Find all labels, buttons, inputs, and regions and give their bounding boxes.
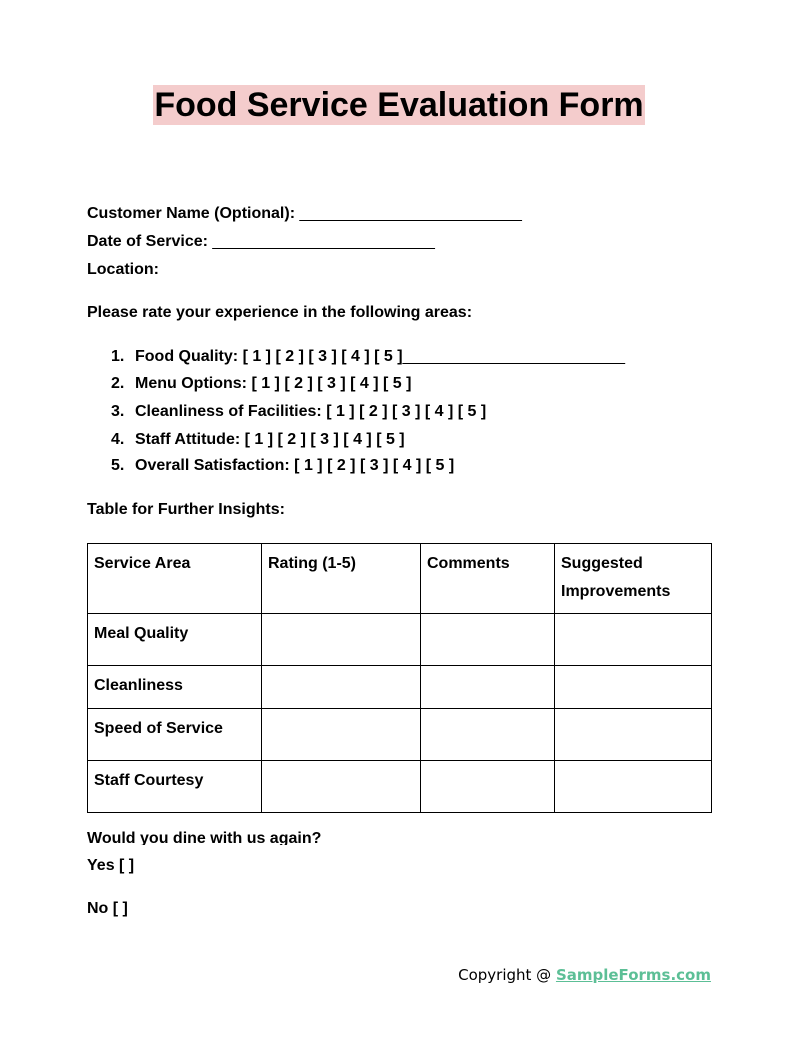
insights-table xyxy=(87,543,712,813)
rating-prompt: Please rate your experience in the following areas: xyxy=(87,304,473,321)
dine-again-yes[interactable]: Yes [ ] xyxy=(87,857,135,874)
cell-input[interactable] xyxy=(421,709,555,761)
location-label: Location: xyxy=(87,261,159,278)
header-cell: Suggested Improvements xyxy=(555,544,712,614)
table-heading: Table for Further Insights: xyxy=(87,501,285,518)
row-label: Speed of Service xyxy=(88,709,262,761)
cell-input[interactable] xyxy=(555,666,712,709)
rating-scale[interactable]: [ 1 ] [ 2 ] [ 3 ] [ 4 ] [ 5 ] xyxy=(326,403,487,420)
title-wrapper xyxy=(0,85,798,125)
rating-scale[interactable]: [ 1 ] [ 2 ] [ 3 ] [ 4 ] [ 5 ] xyxy=(244,431,405,448)
row-label: Cleanliness xyxy=(88,666,262,709)
rating-item-food-quality: 1. Food Quality: [ 1 ] [ 2 ] [ 3 ] [ 4 ] [ 5 ]_________________________ xyxy=(111,348,626,365)
copyright-footer xyxy=(458,966,711,984)
header-cell: Service Area xyxy=(88,544,262,614)
cell-input[interactable] xyxy=(262,709,421,761)
rating-item-staff-attitude: 4. Staff Attitude: [ 1 ] [ 2 ] [ 3 ] [ 4 ] [ 5 ] xyxy=(111,431,405,448)
cell-input[interactable] xyxy=(262,614,421,666)
row-label: Staff Courtesy xyxy=(88,761,262,813)
dine-again-no[interactable]: No [ ] xyxy=(87,900,128,917)
dine-again-question: Would you dine with us again? xyxy=(87,830,322,845)
date-of-service-blank[interactable]: _________________________ xyxy=(212,233,435,250)
cell-input[interactable] xyxy=(421,761,555,813)
table-row xyxy=(88,666,712,709)
date-of-service-label: Date of Service: xyxy=(87,233,208,250)
rating-scale[interactable]: [ 1 ] [ 2 ] [ 3 ] [ 4 ] [ 5 ] xyxy=(251,375,412,392)
table-row xyxy=(88,614,712,666)
row-label: Meal Quality xyxy=(88,614,262,666)
rating-item-cleanliness: 3. Cleanliness of Facilities: [ 1 ] [ 2 ] [ 3 ] [ 4 ] [ 5 ] xyxy=(111,403,487,420)
table-row xyxy=(88,709,712,761)
rating-scale[interactable]: [ 1 ] [ 2 ] [ 3 ] [ 4 ] [ 5 ] xyxy=(242,348,403,365)
customer-name-field[interactable] xyxy=(87,204,522,224)
cell-input[interactable] xyxy=(555,709,712,761)
cell-input[interactable] xyxy=(262,666,421,709)
page-title: Food Service Evaluation Form xyxy=(154,86,644,124)
location-field xyxy=(87,260,159,280)
customer-name-blank[interactable]: _________________________ xyxy=(299,205,522,222)
header-cell: Rating (1-5) xyxy=(262,544,421,614)
rating-item-menu-options: 2. Menu Options: [ 1 ] [ 2 ] [ 3 ] [ 4 ] [ 5 ] xyxy=(111,375,412,392)
cell-input[interactable] xyxy=(555,761,712,813)
table-header-row xyxy=(88,544,712,614)
cell-input[interactable] xyxy=(555,614,712,666)
customer-name-label: Customer Name (Optional): xyxy=(87,205,296,222)
rating-scale[interactable]: [ 1 ] [ 2 ] [ 3 ] [ 4 ] [ 5 ] xyxy=(294,457,455,474)
cell-input[interactable] xyxy=(421,666,555,709)
table-row xyxy=(88,761,712,813)
date-of-service-field[interactable] xyxy=(87,232,435,252)
cell-input[interactable] xyxy=(421,614,555,666)
rating-blank[interactable]: _________________________ xyxy=(402,348,626,365)
header-cell: Comments xyxy=(421,544,555,614)
sampleforms-link[interactable]: SampleForms.com xyxy=(555,966,711,984)
cell-input[interactable] xyxy=(262,761,421,813)
copyright-text: Copyright @ xyxy=(458,966,556,984)
rating-item-overall: 5. Overall Satisfaction: [ 1 ] [ 2 ] [ 3 ] [ 4 ] [ 5 ] xyxy=(111,457,455,474)
